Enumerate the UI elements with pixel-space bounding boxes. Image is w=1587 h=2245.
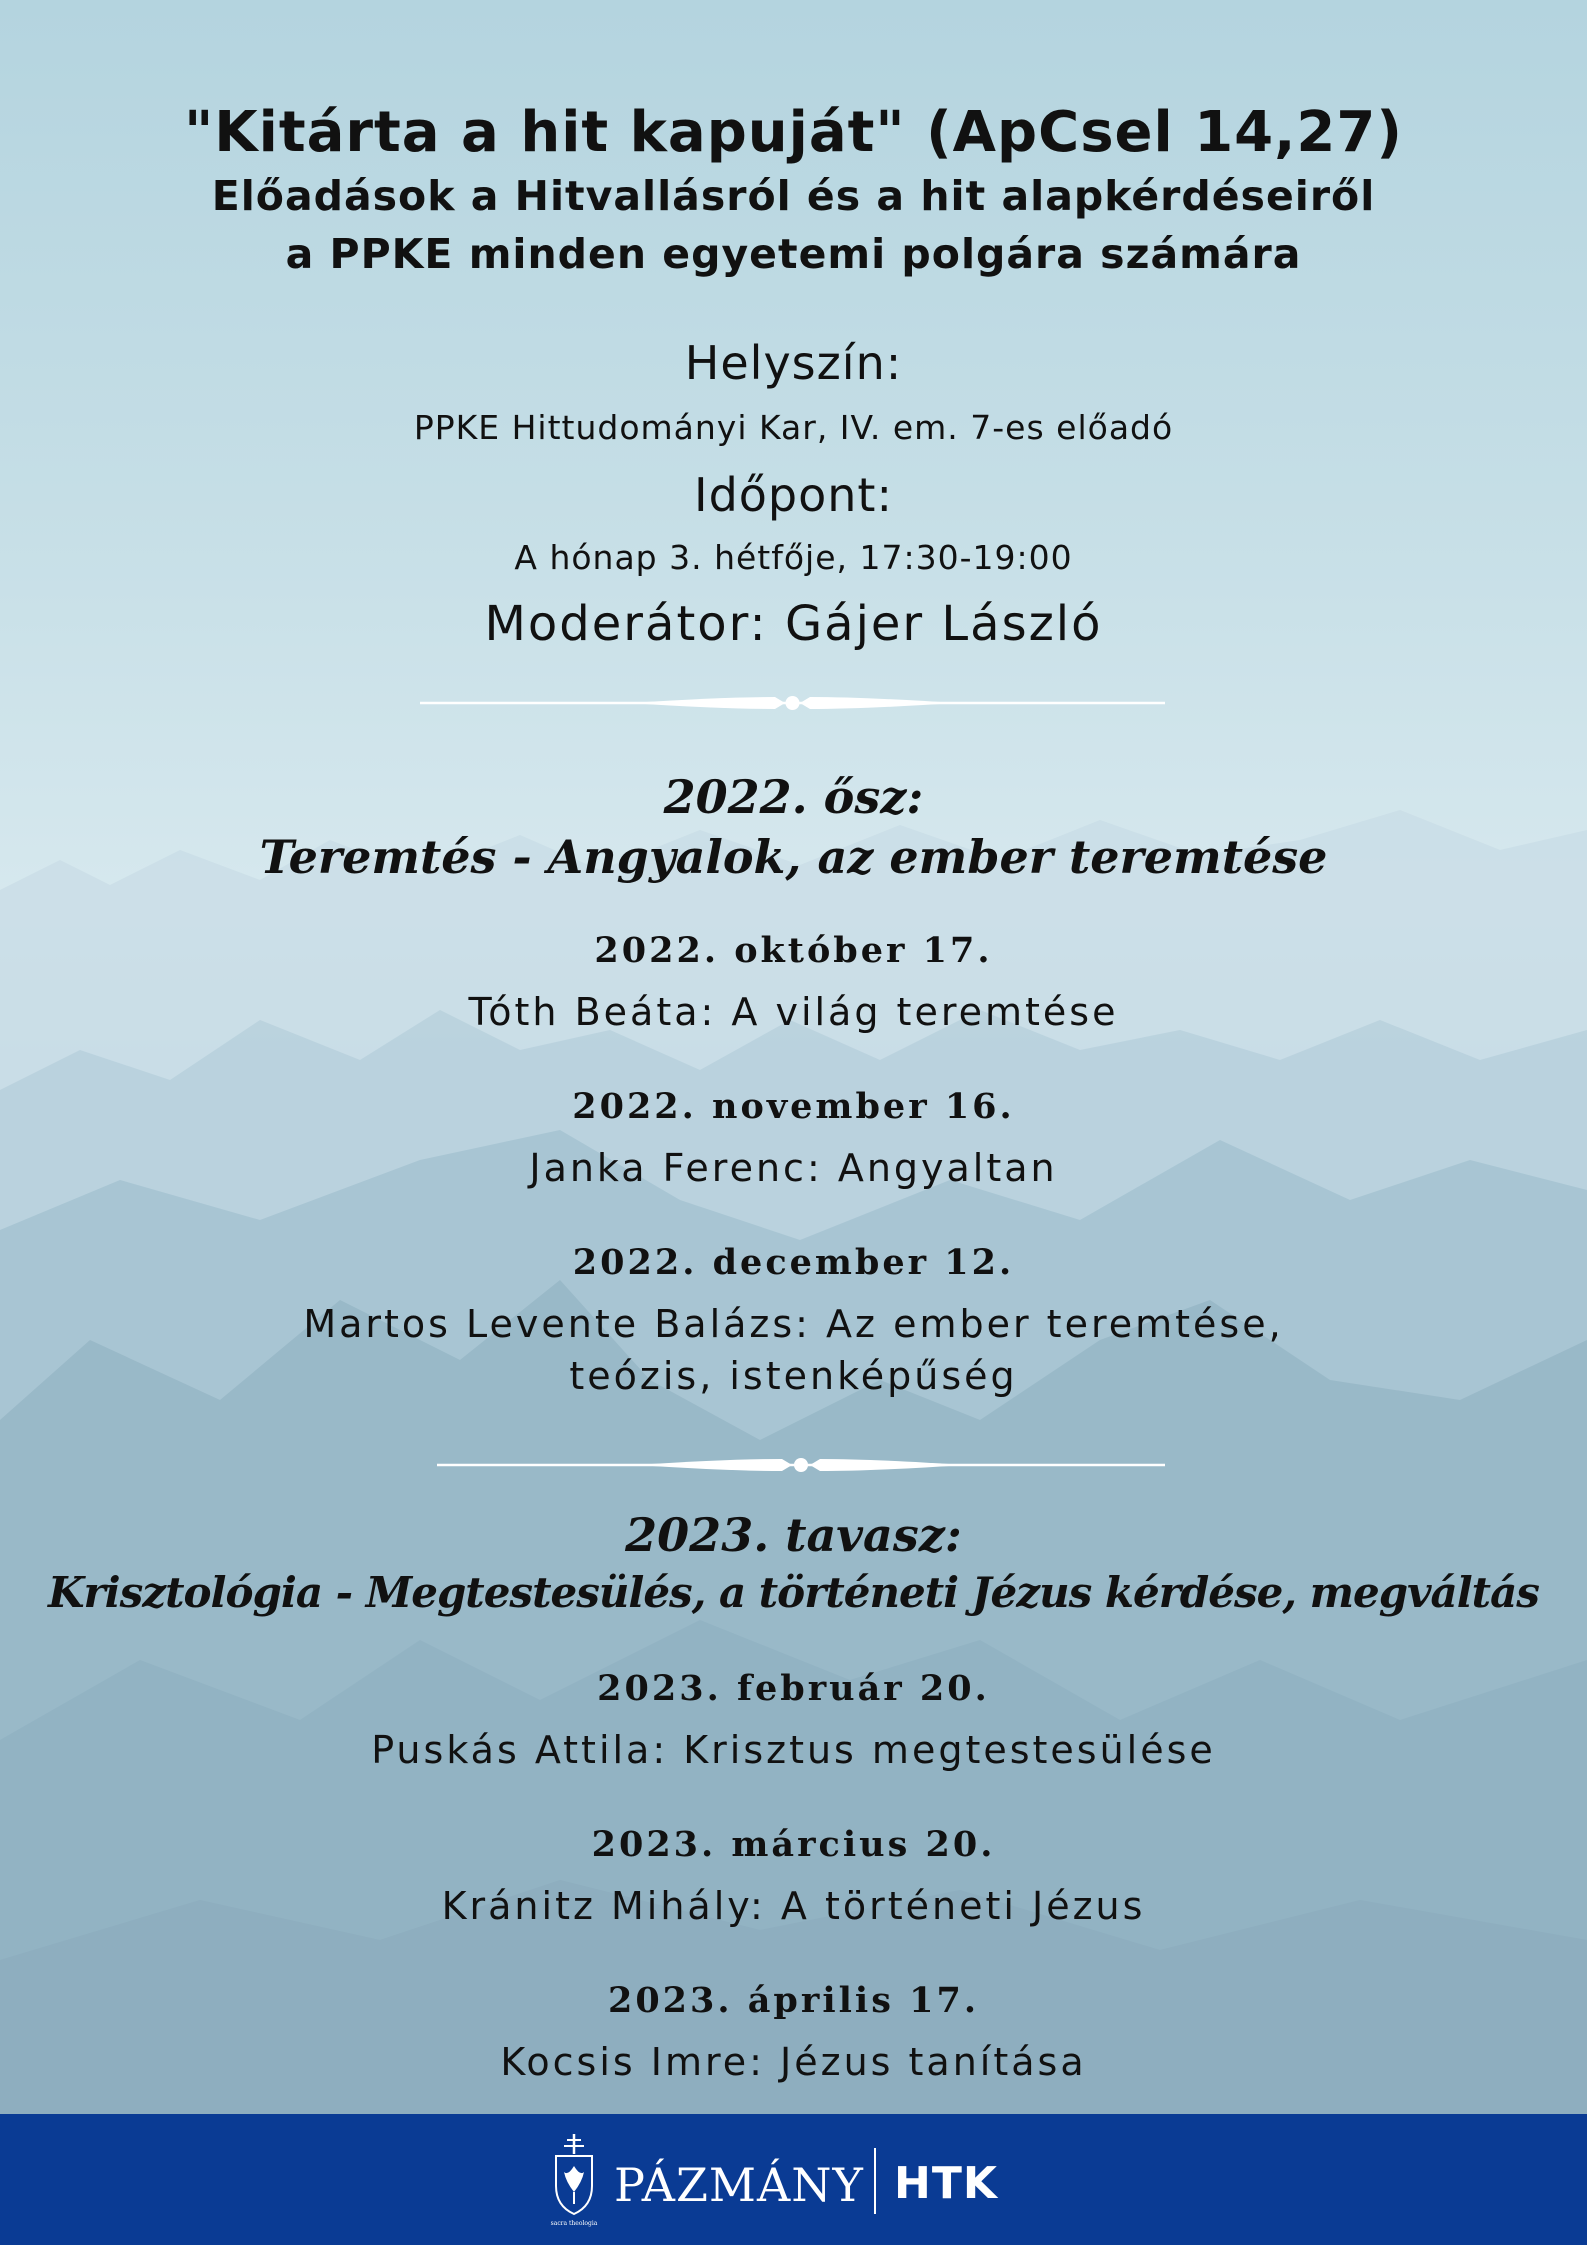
lecture-date: 2023. február 20. xyxy=(597,1668,990,1709)
poster-subtitle-line1: Előadások a Hitvallásról és a hit alapkérdéseiről xyxy=(211,172,1376,220)
semester-heading: 2023. tavasz: xyxy=(625,1508,962,1562)
lecture-title: Martos Levente Balázs: Az ember teremtése, xyxy=(303,1302,1284,1346)
poster-subtitle-line2: a PPKE minden egyetemi polgára számára xyxy=(285,230,1302,278)
poster-title: "Kitárta a hit kapuját" (ApCsel 14,27) xyxy=(184,100,1403,165)
semester-heading: 2022. ősz: xyxy=(663,770,924,824)
university-crest-icon xyxy=(548,2132,600,2228)
lecture-date: 2022. október 17. xyxy=(594,930,993,971)
semester-topic: Krisztológia - Megtestesülés, a történeti Jézus kérdése, megváltás xyxy=(48,1568,1539,1617)
lecture-date: 2023. március 20. xyxy=(591,1824,996,1865)
location-text: PPKE Hittudományi Kar, IV. em. 7-es előadó xyxy=(413,408,1174,447)
location-heading: Helyszín: xyxy=(684,336,903,390)
lecture-title: Kránitz Mihály: A történeti Jézus xyxy=(441,1884,1146,1928)
ornamental-divider xyxy=(420,688,1165,718)
footer-separator xyxy=(874,2148,876,2214)
lecture-date: 2022. november 16. xyxy=(572,1086,1015,1127)
moderator-text: Moderátor: Gájer László xyxy=(484,596,1103,652)
lecture-title-line2: teózis, istenképűség xyxy=(569,1354,1018,1398)
lecture-title: Puskás Attila: Krisztus megtestesülése xyxy=(371,1728,1216,1772)
footer-faculty: HTK xyxy=(894,2158,998,2209)
lecture-date: 2023. április 17. xyxy=(607,1980,980,2021)
ornamental-divider xyxy=(437,1450,1165,1480)
lecture-title: Janka Ferenc: Angyaltan xyxy=(529,1146,1058,1190)
footer-bar xyxy=(0,2114,1587,2245)
lecture-title: Kocsis Imre: Jézus tanítása xyxy=(500,2040,1087,2084)
lecture-date: 2022. december 12. xyxy=(572,1242,1015,1283)
svg-text:sacra theologia: sacra theologia xyxy=(550,2220,598,2227)
footer-brand: PÁZMÁNY xyxy=(614,2158,864,2212)
time-heading: Időpont: xyxy=(694,468,893,522)
semester-topic: Teremtés - Angyalok, az ember teremtése xyxy=(259,830,1328,884)
lecture-title: Tóth Beáta: A világ teremtése xyxy=(468,990,1119,1034)
time-text: A hónap 3. hétfője, 17:30-19:00 xyxy=(514,538,1073,577)
